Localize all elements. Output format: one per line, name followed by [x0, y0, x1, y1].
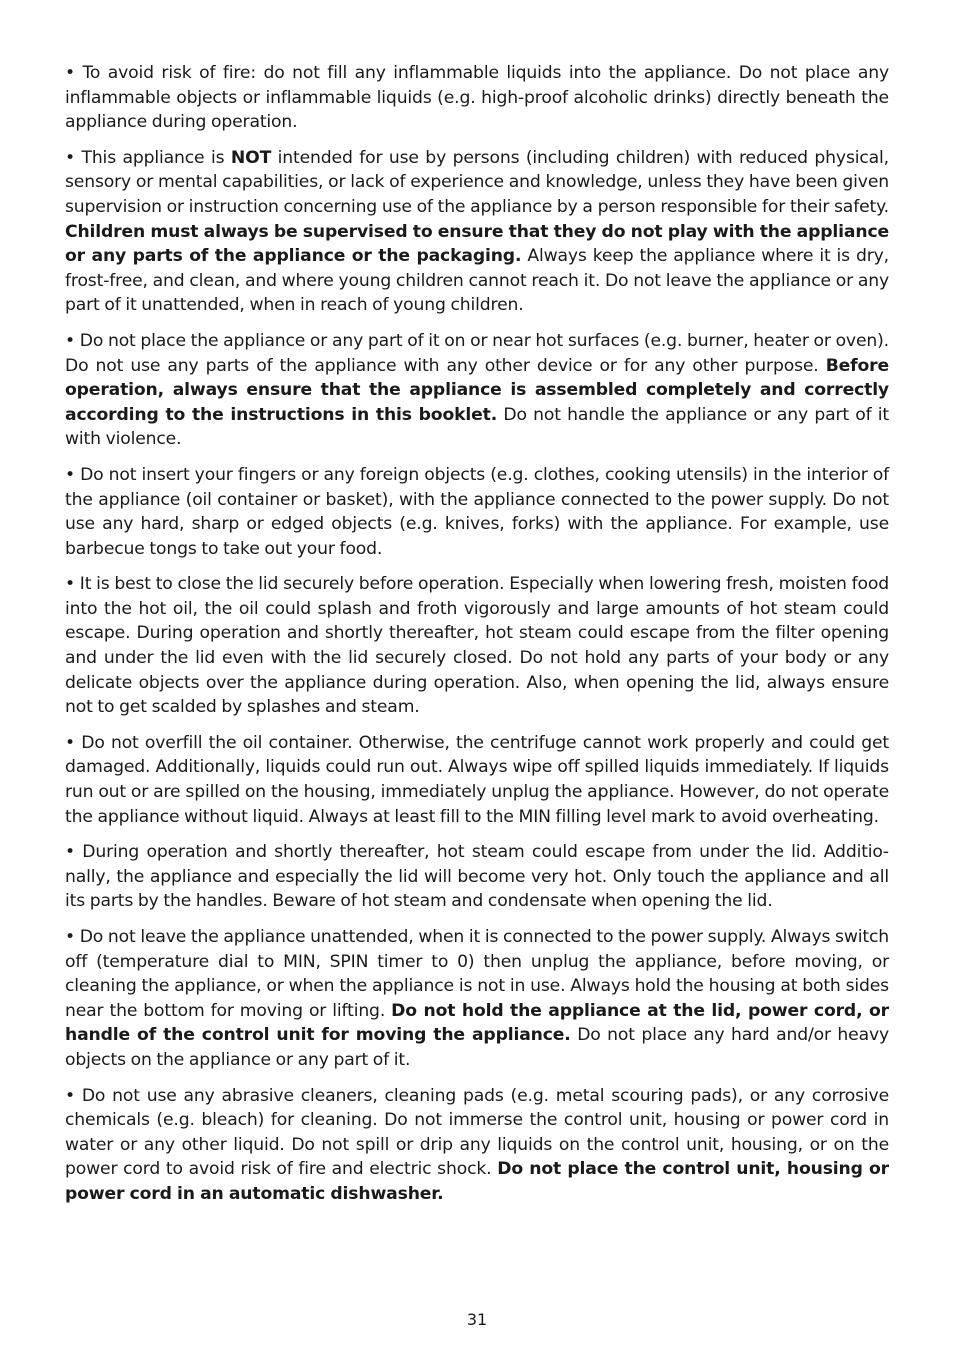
- paragraph-text: • Do not use any abrasive cleaners, cleaning pads (e.g. metal scouring pads), or any corrosive chemicals (e.g. bleach) for cleaning. Do not immerse the control unit, housing or power cord in water or any other liquid. Do not spill or drip any liquids on the control unit, housing, or on the power cord to avoid risk of fire and electric shock.: [65, 1085, 889, 1180]
- paragraph-text: • Do not leave the appliance unattended, when it is connected to the power supply. Always switch off (temperature dial to MIN, SPIN timer to 0) then unplug the appliance, before moving, or cleaning the appliance, or when the appliance is not in use. Always hold the housing at both sides near the bottom for moving or lifting.: [65, 927, 889, 1021]
- paragraph-text: • Do not overfill the oil container. Otherwise, the centrifuge cannot work properly and could get damaged. Additionally, liquids could run out. Always wipe off spilled liquids immediately. If liquids run out or are spilled on the housing, immediately unplug the appliance. However, do not operate the appliance without liquid. Always at least fill to the MIN filling level mark to avoid overheating.: [65, 732, 889, 827]
- paragraph-text: • This appliance is: [65, 147, 231, 168]
- paragraph-text: intended for use by persons (including children) with reduced physical, sensory or mental capabilities, or lack of experience and knowledge, unless they have been given supervision or instruction concerning use of the appliance by a person responsible for their safety.: [65, 147, 889, 217]
- safety-paragraph-fire: [65, 61, 889, 135]
- paragraph-text: • Do not insert your fingers or any foreign objects (e.g. clothes, cooking utensils) in the interior of the appliance (oil container or basket), with the appliance connected to the power supply. Do not use any hard, sharp or edged objects (e.g. knives, forks) with the appliance. For example, use barbecue tongs to take out your food.: [65, 464, 889, 559]
- safety-paragraph-hot-lid: [65, 840, 889, 914]
- paragraph-text: • Do not place the appliance or any part of it on or near hot surfaces (e.g. burner, heater or oven). Do not use any parts of the appliance with any other device or for any other purpose.: [65, 330, 889, 376]
- safety-paragraph-cleaning: [65, 1084, 889, 1207]
- paragraph-emphasis: NOT: [230, 147, 272, 168]
- safety-paragraph-persons-children: [65, 146, 889, 318]
- safety-paragraph-unattended: [65, 925, 889, 1073]
- paragraph-emphasis: Do not place the control unit, housing or power cord in an automatic dishwasher.: [65, 1159, 890, 1204]
- paragraph-text: Always keep the appliance where it is dry, frost-free, and clean, and where young children cannot reach it. Do not leave the appliance or any part of it unattended, when in reach of young children.: [65, 246, 889, 316]
- paragraph-emphasis: Do not hold the appliance at the lid, power cord, or handle of the control unit for moving the appliance.: [65, 1000, 889, 1046]
- document-body: [65, 61, 889, 1218]
- paragraph-text: • It is best to close the lid securely before operation. Especially when lowering fresh, moisten food into the hot oil, the oil could splash and froth vigorously and large amounts of hot steam could escape. During operation and shortly thereafter, hot steam could escape from the filter opening and under the lid even with the lid securely closed. Do not hold any parts of your body or any delicate objects over the appliance during operation. Also, when opening the lid, always ensure not to get scalded by splashes and steam.: [65, 574, 889, 718]
- safety-paragraph-foreign-objects: [65, 463, 889, 561]
- paragraph-emphasis: Children must always be supervised to ensure that they do not play with the appliance or any parts of the appliance or the packaging.: [65, 221, 889, 267]
- paragraph-text: Do not place any hard and/or heavy objects on the appliance or any part of it.: [65, 1025, 889, 1070]
- safety-paragraph-hot-surfaces: [65, 329, 889, 452]
- paragraph-emphasis: Before operation, always ensure that the appliance is assembled completely and correctly according to the instructions in this booklet.: [65, 355, 889, 425]
- paragraph-text: • During operation and shortly thereafter, hot steam could escape from under the lid. Additionally, the appliance and especially the lid will become very hot. Only touch the appliance and all its parts by the handles. Beware of hot steam and condensate when opening the lid.: [65, 842, 889, 912]
- paragraph-text: Do not handle the appliance or any part of it with violence.: [65, 404, 890, 450]
- page-number: 31: [466, 1310, 488, 1329]
- paragraph-text: • To avoid risk of fire: do not fill any inflammable liquids into the appliance. Do not place any inflammable objects or inflammable liquids (e.g. high-proof alcoholic drinks) directly beneath the appliance during operation.: [65, 63, 889, 133]
- safety-paragraph-lid-steam: [65, 572, 889, 720]
- safety-paragraph-oil-container: [65, 731, 889, 829]
